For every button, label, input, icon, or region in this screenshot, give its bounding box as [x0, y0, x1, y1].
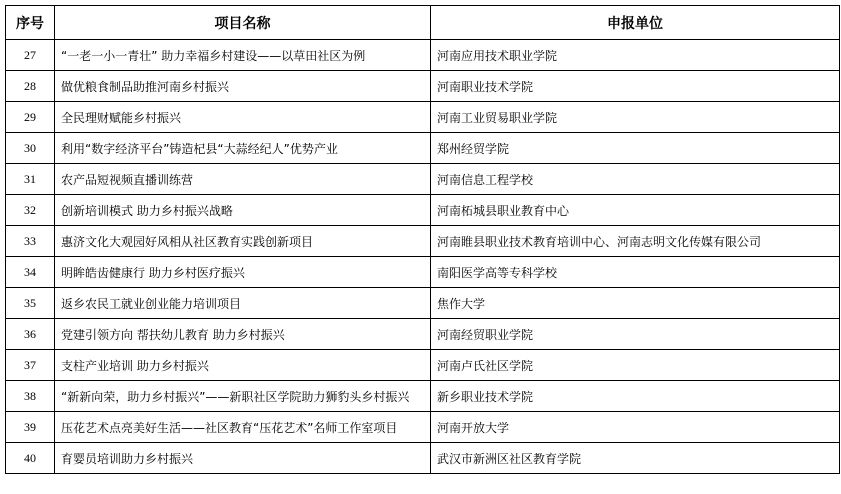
- table-row: [6, 133, 840, 164]
- serial-number-cell: 32: [6, 195, 55, 226]
- project-name-cell: 明眸皓齿健康行 助力乡村医疗振兴: [55, 257, 431, 288]
- header-row: [6, 6, 840, 40]
- applicant-unit-cell: 河南柘城县职业教育中心: [431, 195, 840, 226]
- serial-number-cell: 29: [6, 102, 55, 133]
- serial-number-cell: 33: [6, 226, 55, 257]
- project-name-cell: 返乡农民工就业创业能力培训项目: [55, 288, 431, 319]
- project-name-cell: 惠济文化大观园好风相从社区教育实践创新项目: [55, 226, 431, 257]
- applicant-unit-cell: 南阳医学高等专科学校: [431, 257, 840, 288]
- serial-number-cell: 27: [6, 40, 55, 71]
- serial-number-cell: 30: [6, 133, 55, 164]
- project-name-cell: “新新向荣，助力乡村振兴”——新职社区学院助力狮豹头乡村振兴: [55, 381, 431, 412]
- applicant-unit-cell: 河南应用技术职业学院: [431, 40, 840, 71]
- table-row: [6, 195, 840, 226]
- project-name-cell: “一老一小一青壮” 助力幸福乡村建设——以草田社区为例: [55, 40, 431, 71]
- serial-number-cell: 34: [6, 257, 55, 288]
- table-header: [6, 6, 840, 40]
- table-row: [6, 257, 840, 288]
- applicant-unit-cell: 河南睢县职业技术教育培训中心、河南志明文化传媒有限公司: [431, 226, 840, 257]
- table-body: [6, 40, 840, 474]
- serial-number-cell: 37: [6, 350, 55, 381]
- header-applicant-unit: 申报单位: [431, 6, 840, 40]
- applicant-unit-cell: 河南信息工程学校: [431, 164, 840, 195]
- table-row: [6, 443, 840, 474]
- table-row: [6, 319, 840, 350]
- project-table: [5, 5, 840, 474]
- serial-number-cell: 38: [6, 381, 55, 412]
- table-row: [6, 381, 840, 412]
- serial-number-cell: 36: [6, 319, 55, 350]
- project-name-cell: 党建引领方向 帮扶幼儿教育 助力乡村振兴: [55, 319, 431, 350]
- applicant-unit-cell: 河南开放大学: [431, 412, 840, 443]
- table-row: [6, 288, 840, 319]
- project-name-cell: 育婴员培训助力乡村振兴: [55, 443, 431, 474]
- table-row: [6, 164, 840, 195]
- project-name-cell: 全民理财赋能乡村振兴: [55, 102, 431, 133]
- project-name-cell: 压花艺术点亮美好生活——社区教育“压花艺术”名师工作室项目: [55, 412, 431, 443]
- project-name-cell: 农产品短视频直播训练营: [55, 164, 431, 195]
- table-row: [6, 412, 840, 443]
- table-row: [6, 102, 840, 133]
- serial-number-cell: 35: [6, 288, 55, 319]
- project-name-cell: 支柱产业培训 助力乡村振兴: [55, 350, 431, 381]
- applicant-unit-cell: 郑州经贸学院: [431, 133, 840, 164]
- table-row: [6, 350, 840, 381]
- applicant-unit-cell: 焦作大学: [431, 288, 840, 319]
- header-serial-number: 序号: [6, 6, 55, 40]
- serial-number-cell: 39: [6, 412, 55, 443]
- serial-number-cell: 40: [6, 443, 55, 474]
- applicant-unit-cell: 武汉市新洲区社区教育学院: [431, 443, 840, 474]
- table-row: [6, 226, 840, 257]
- table-row: [6, 71, 840, 102]
- applicant-unit-cell: 河南工业贸易职业学院: [431, 102, 840, 133]
- applicant-unit-cell: 河南卢氏社区学院: [431, 350, 840, 381]
- project-name-cell: 做优粮食制品助推河南乡村振兴: [55, 71, 431, 102]
- header-project-name: 项目名称: [55, 6, 431, 40]
- serial-number-cell: 28: [6, 71, 55, 102]
- serial-number-cell: 31: [6, 164, 55, 195]
- applicant-unit-cell: 河南职业技术学院: [431, 71, 840, 102]
- project-name-cell: 利用“数字经济平台”铸造杞县“大蒜经纪人”优势产业: [55, 133, 431, 164]
- project-name-cell: 创新培训模式 助力乡村振兴战略: [55, 195, 431, 226]
- table-row: [6, 40, 840, 71]
- applicant-unit-cell: 新乡职业技术学院: [431, 381, 840, 412]
- applicant-unit-cell: 河南经贸职业学院: [431, 319, 840, 350]
